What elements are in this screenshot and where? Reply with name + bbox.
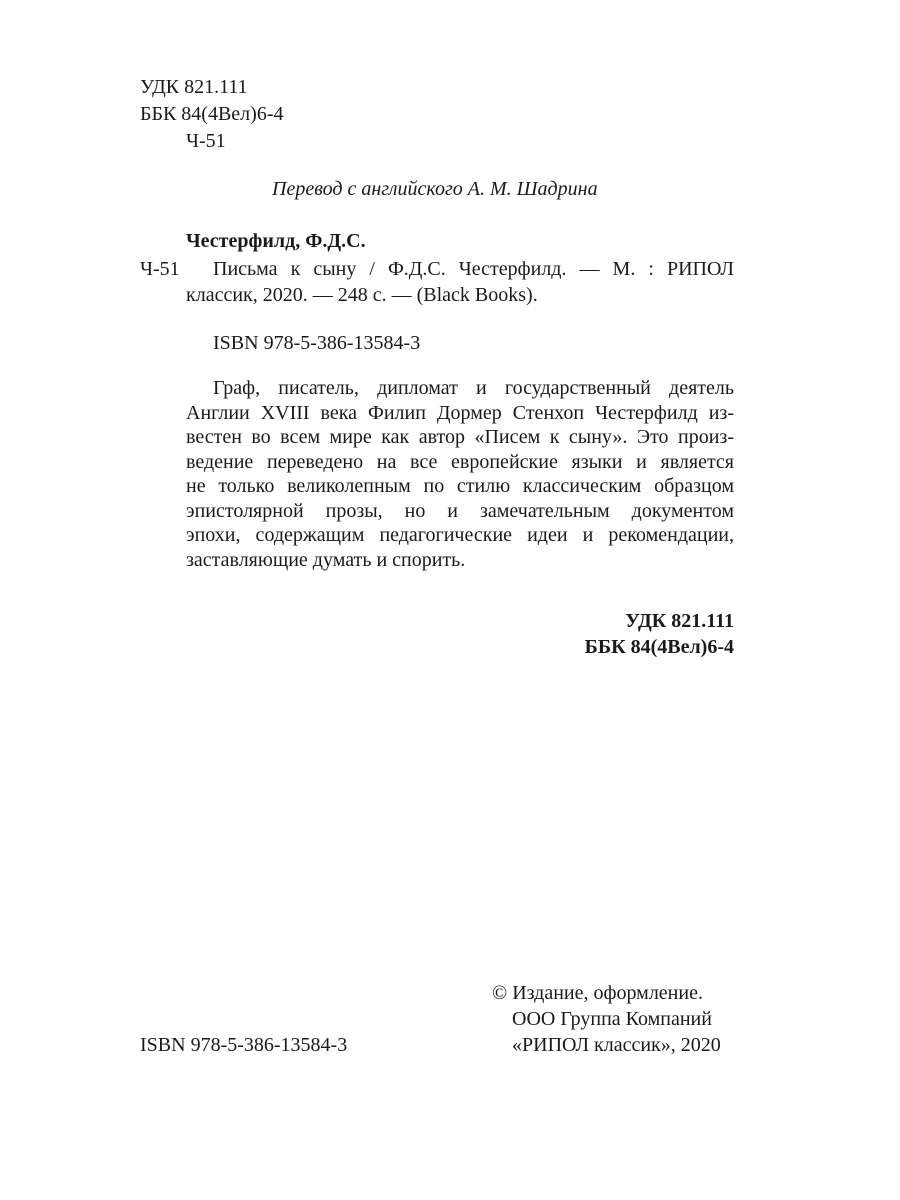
copyright-line-3: «РИПОЛ классик», 2020 xyxy=(512,1034,721,1056)
footer-isbn: ISBN 978-5-386-13584-3 xyxy=(140,1034,348,1056)
record-isbn: ISBN 978-5-386-13584-3 xyxy=(213,332,421,354)
annotation-line: эпистолярной прозы, но и замечательным документом xyxy=(186,499,734,522)
record-description-line-2: классик, 2020. — 248 с. — (Black Books). xyxy=(186,284,538,306)
annotation-line: Англии XVIII века Филип Дормер Стенхоп Честерфилд из- xyxy=(186,401,734,424)
record-author-sign: Ч-51 xyxy=(140,258,180,280)
copyright-line-1: © Издание, оформление. xyxy=(492,982,703,1004)
annotation-line: эпохи, содержащим педагогические идеи и рекомендации, xyxy=(186,524,734,546)
author-heading: Честерфилд, Ф.Д.С. xyxy=(186,230,366,252)
author-sign: Ч-51 xyxy=(186,130,226,152)
udk-code-right: УДК 821.111 xyxy=(625,610,734,632)
bbk-code-right: ББК 84(4Вел)6-4 xyxy=(584,636,734,658)
annotation-line: Граф, писатель, дипломат и государственный деятель xyxy=(213,377,734,399)
record-description-line-1: Письма к сыну / Ф.Д.С. Честерфилд. — М. : РИПОЛ xyxy=(213,258,734,280)
annotation-line: ведение переведено на все европейские языки и является xyxy=(186,450,734,473)
annotation-paragraph xyxy=(186,376,734,572)
bbk-code: ББК 84(4Вел)6-4 xyxy=(140,103,284,125)
annotation-line: заставляющие думать и спорить. xyxy=(186,548,466,571)
annotation-line: вестен во всем мире как автор «Писем к сыну». Это произ- xyxy=(186,426,734,448)
udk-code: УДК 821.111 xyxy=(140,76,248,98)
translation-note: Перевод с английского А. М. Шадрина xyxy=(272,178,598,200)
annotation-line: не только великолепным по стилю классическим образцом xyxy=(186,475,734,497)
copyright-line-2: ООО Группа Компаний xyxy=(512,1008,712,1030)
